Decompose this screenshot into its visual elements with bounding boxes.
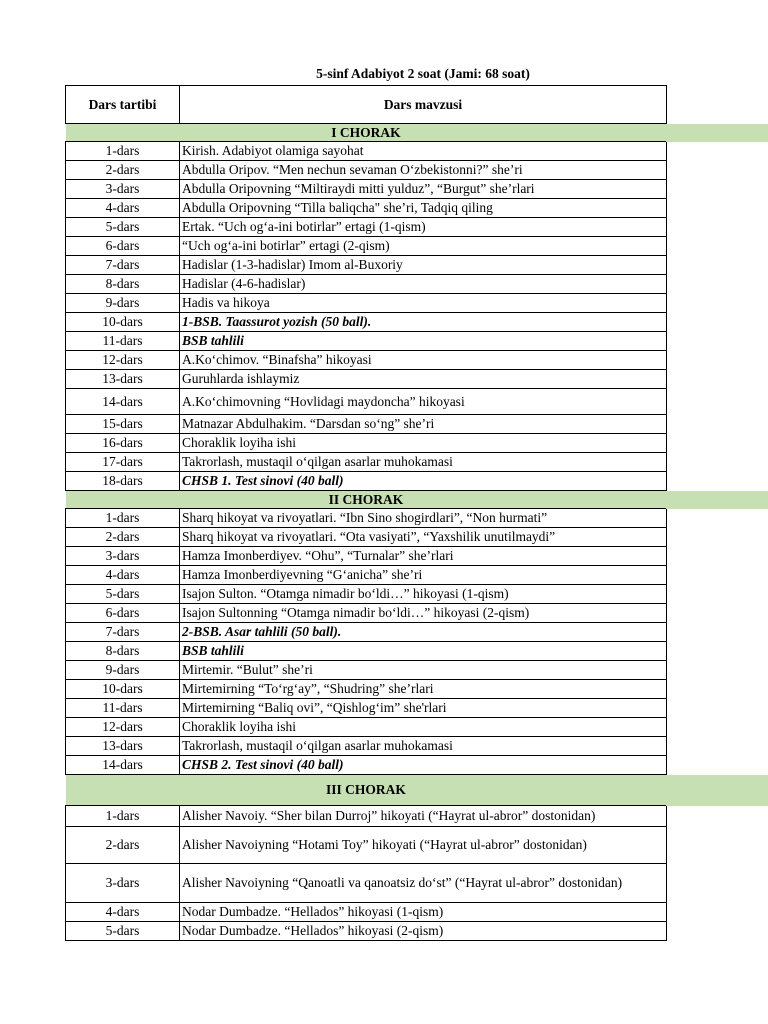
document-title: 5-sinf Adabiyot 2 soat (Jami: 68 soat) bbox=[316, 66, 530, 81]
table-row bbox=[66, 161, 667, 180]
table-row bbox=[66, 827, 667, 864]
table-row bbox=[66, 566, 667, 585]
lesson-number: 3-dars bbox=[66, 547, 180, 566]
lesson-topic: Hadis va hikoya bbox=[180, 294, 667, 313]
lesson-topic: Takrorlash, mustaqil o‘qilgan asarlar muhokamasi bbox=[180, 737, 667, 756]
lesson-topic: Isajon Sultonning “Otamga nimadir bo‘ldi…” hikoyasi (2-qism) bbox=[180, 604, 667, 623]
table-row bbox=[66, 142, 667, 161]
section-fill-extension bbox=[666, 124, 768, 142]
section-row bbox=[66, 124, 667, 142]
table-row bbox=[66, 351, 667, 370]
lesson-topic: Alisher Navoiyning “Hotami Toy” hikoyati (“Hayrat ul-abror” dostonidan) bbox=[180, 827, 667, 864]
lesson-number: 1-dars bbox=[66, 509, 180, 528]
lesson-topic: CHSB 2. Test sinovi (40 ball) bbox=[180, 756, 667, 775]
lesson-number: 5-dars bbox=[66, 218, 180, 237]
lesson-number: 1-dars bbox=[66, 142, 180, 161]
lesson-topic: Sharq hikoyat va rivoyatlari. “Ibn Sino shogirdlari”, “Non hurmati” bbox=[180, 509, 667, 528]
lesson-topic: Hadislar (4-6-hadislar) bbox=[180, 275, 667, 294]
lesson-number: 15-dars bbox=[66, 415, 180, 434]
table-row bbox=[66, 661, 667, 680]
table-row bbox=[66, 604, 667, 623]
lesson-number: 10-dars bbox=[66, 680, 180, 699]
lesson-topic: Isajon Sulton. “Otamga nimadir bo‘ldi…” hikoyasi (1-qism) bbox=[180, 585, 667, 604]
lesson-number: 2-dars bbox=[66, 827, 180, 864]
lesson-number: 12-dars bbox=[66, 718, 180, 737]
lesson-topic: Sharq hikoyat va rivoyatlari. “Ota vasiyati”, “Yaxshilik unutilmaydi” bbox=[180, 528, 667, 547]
lesson-topic: 1-BSB. Taassurot yozish (50 ball). bbox=[180, 313, 667, 332]
table-row bbox=[66, 389, 667, 415]
lesson-number: 9-dars bbox=[66, 661, 180, 680]
lesson-number: 18-dars bbox=[66, 472, 180, 491]
lesson-number: 13-dars bbox=[66, 737, 180, 756]
lesson-topic: Alisher Navoiy. “Sher bilan Durroj” hikoyati (“Hayrat ul-abror” dostonidan) bbox=[180, 806, 667, 827]
lesson-number: 13-dars bbox=[66, 370, 180, 389]
lesson-topic: Nodar Dumbadze. “Hellados” hikoyasi (2-qism) bbox=[180, 922, 667, 941]
lesson-topic: A.Ko‘chimovning “Hovlidagi maydoncha” hikoyasi bbox=[180, 389, 667, 415]
lesson-topic: Ertak. “Uch og‘a-ini botirlar” ertagi (1-qism) bbox=[180, 218, 667, 237]
lesson-topic: CHSB 1. Test sinovi (40 ball) bbox=[180, 472, 667, 491]
section-title: III CHORAK bbox=[66, 775, 667, 806]
lesson-topic: Mirtemirning “To‘rg‘ay”, “Shudring” she’rlari bbox=[180, 680, 667, 699]
lesson-number: 4-dars bbox=[66, 566, 180, 585]
lesson-number: 14-dars bbox=[66, 389, 180, 415]
table-row bbox=[66, 737, 667, 756]
table-row bbox=[66, 699, 667, 718]
table-row bbox=[66, 256, 667, 275]
lesson-topic: Hadislar (1-3-hadislar) Imom al-Buxoriy bbox=[180, 256, 667, 275]
lesson-topic: Alisher Navoiyning “Qanoatli va qanoatsiz do‘st” (“Hayrat ul-abror” dostonidan) bbox=[180, 864, 667, 903]
table-row bbox=[66, 642, 667, 661]
lesson-topic: BSB tahlili bbox=[180, 642, 667, 661]
lesson-topic: “Uch og‘a-ini botirlar” ertagi (2-qism) bbox=[180, 237, 667, 256]
lesson-topic: Abdulla Oripovning “Miltiraydi mitti yulduz”, “Burgut” she’rlari bbox=[180, 180, 667, 199]
lesson-topic: Hamza Imonberdiyev. “Ohu”, “Turnalar” she’rlari bbox=[180, 547, 667, 566]
lesson-topic: Abdulla Oripov. “Men nechun sevaman O‘zbekistonni?” she’ri bbox=[180, 161, 667, 180]
section-fill-extension bbox=[666, 491, 768, 509]
section-title: I CHORAK bbox=[66, 124, 667, 142]
lesson-number: 12-dars bbox=[66, 351, 180, 370]
table-row bbox=[66, 864, 667, 903]
lesson-number: 16-dars bbox=[66, 434, 180, 453]
lesson-number: 2-dars bbox=[66, 161, 180, 180]
table-row bbox=[66, 275, 667, 294]
table-row bbox=[66, 585, 667, 604]
lesson-topic: Mirtemirning “Baliq ovi”, “Qishlog‘im” she'rlari bbox=[180, 699, 667, 718]
table-row bbox=[66, 528, 667, 547]
lesson-number: 11-dars bbox=[66, 699, 180, 718]
lesson-number: 3-dars bbox=[66, 864, 180, 903]
table-row bbox=[66, 680, 667, 699]
table-row bbox=[66, 623, 667, 642]
lesson-number: 6-dars bbox=[66, 604, 180, 623]
table-row bbox=[66, 218, 667, 237]
table-row bbox=[66, 903, 667, 922]
section-title: II CHORAK bbox=[66, 491, 667, 509]
table-header-row bbox=[66, 86, 667, 124]
lesson-topic: Nodar Dumbadze. “Hellados” hikoyasi (1-qism) bbox=[180, 903, 667, 922]
lesson-number: 8-dars bbox=[66, 275, 180, 294]
lesson-number: 3-dars bbox=[66, 180, 180, 199]
lesson-number: 4-dars bbox=[66, 199, 180, 218]
lesson-topic: Hamza Imonberdiyevning “G‘anicha” she’ri bbox=[180, 566, 667, 585]
lesson-topic: Mirtemir. “Bulut” she’ri bbox=[180, 661, 667, 680]
table-row bbox=[66, 718, 667, 737]
lesson-topic: Guruhlarda ishlaymiz bbox=[180, 370, 667, 389]
table-row bbox=[66, 294, 667, 313]
lesson-topic: Takrorlash, mustaqil o‘qilgan asarlar muhokamasi bbox=[180, 453, 667, 472]
table-row bbox=[66, 313, 667, 332]
table-row bbox=[66, 199, 667, 218]
table-row bbox=[66, 756, 667, 775]
lesson-topic: Choraklik loyiha ishi bbox=[180, 434, 667, 453]
lesson-number: 11-dars bbox=[66, 332, 180, 351]
lesson-topic: Kirish. Adabiyot olamiga sayohat bbox=[180, 142, 667, 161]
table-row bbox=[66, 453, 667, 472]
table-row bbox=[66, 434, 667, 453]
table-row bbox=[66, 370, 667, 389]
header-lesson-order: Dars tartibi bbox=[66, 86, 180, 124]
table-row bbox=[66, 472, 667, 491]
lesson-number: 2-dars bbox=[66, 528, 180, 547]
table-row bbox=[66, 547, 667, 566]
section-fill-extension bbox=[666, 775, 768, 806]
lesson-topic: A.Ko‘chimov. “Binafsha” hikoyasi bbox=[180, 351, 667, 370]
lesson-number: 14-dars bbox=[66, 756, 180, 775]
lesson-topic: Matnazar Abdulhakim. “Darsdan so‘ng” she’ri bbox=[180, 415, 667, 434]
lesson-topic: 2-BSB. Asar tahlili (50 ball). bbox=[180, 623, 667, 642]
lesson-number: 7-dars bbox=[66, 256, 180, 275]
lesson-topic: Choraklik loyiha ishi bbox=[180, 718, 667, 737]
lesson-number: 9-dars bbox=[66, 294, 180, 313]
lesson-number: 8-dars bbox=[66, 642, 180, 661]
table-row bbox=[66, 237, 667, 256]
lesson-number: 10-dars bbox=[66, 313, 180, 332]
table-row bbox=[66, 806, 667, 827]
lesson-number: 1-dars bbox=[66, 806, 180, 827]
table-row bbox=[66, 509, 667, 528]
table-row bbox=[66, 415, 667, 434]
lesson-number: 17-dars bbox=[66, 453, 180, 472]
section-row bbox=[66, 775, 667, 806]
lesson-number: 6-dars bbox=[66, 237, 180, 256]
lesson-plan-table bbox=[65, 85, 667, 941]
lesson-number: 5-dars bbox=[66, 922, 180, 941]
table-row bbox=[66, 180, 667, 199]
lesson-topic: BSB tahlili bbox=[180, 332, 667, 351]
lesson-number: 4-dars bbox=[66, 903, 180, 922]
table-row bbox=[66, 922, 667, 941]
table-row bbox=[66, 332, 667, 351]
header-lesson-topic: Dars mavzusi bbox=[180, 86, 667, 124]
section-row bbox=[66, 491, 667, 509]
lesson-number: 5-dars bbox=[66, 585, 180, 604]
lesson-number: 7-dars bbox=[66, 623, 180, 642]
lesson-topic: Abdulla Oripovning “Tilla baliqcha" she’ri, Tadqiq qiling bbox=[180, 199, 667, 218]
